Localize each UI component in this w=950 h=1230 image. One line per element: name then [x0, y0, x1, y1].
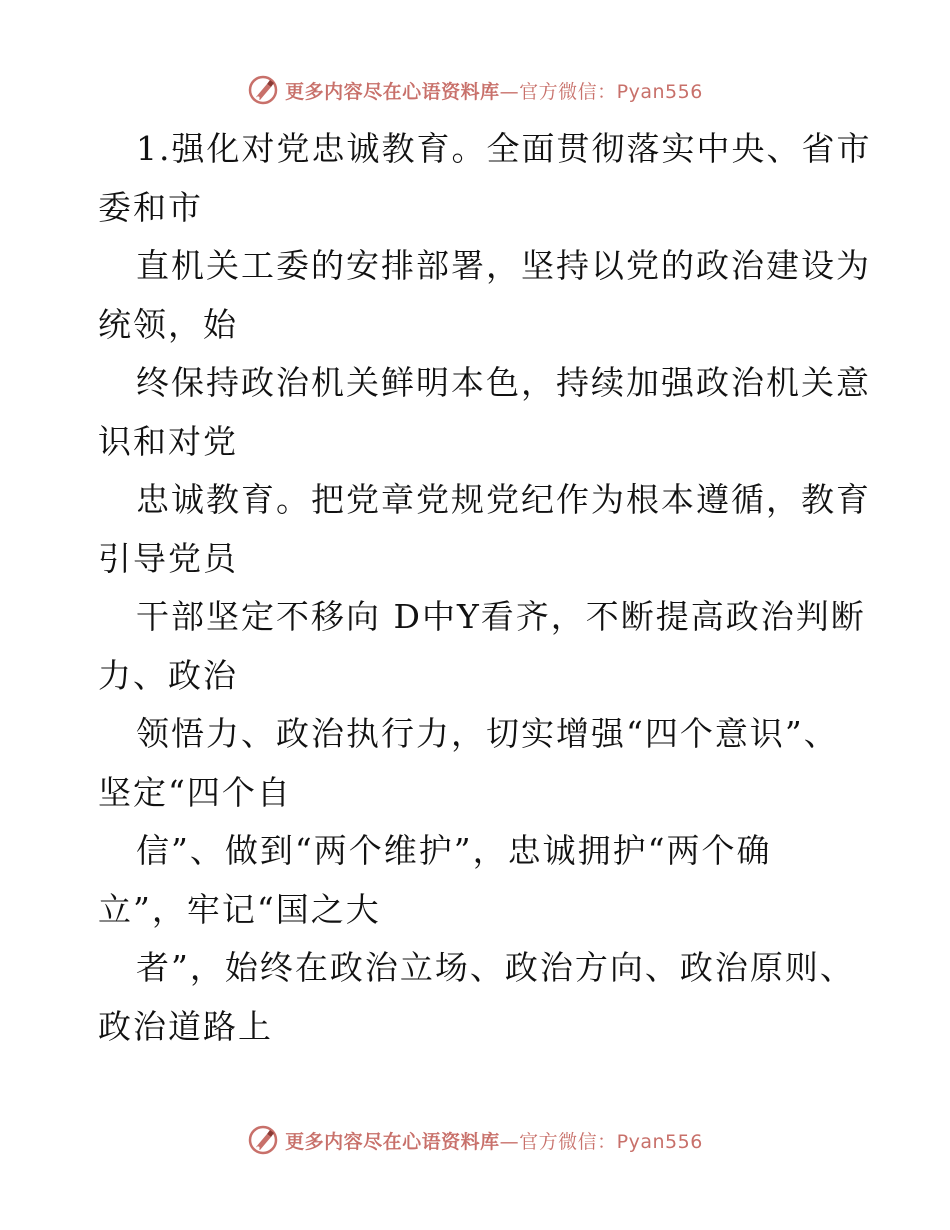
text-line: 政治道路上	[98, 1006, 273, 1046]
text-line: 1.强化对党忠诚教育。全面贯彻落实中央、省市	[136, 129, 872, 168]
footer-banner	[0, 1120, 950, 1160]
text-line: 坚定“四个自	[98, 772, 292, 812]
text-line: 者”，始终在政治立场、政治方向、政治原则、	[136, 948, 855, 987]
header-slogan: 更多内容尽在心语资料库	[285, 80, 500, 103]
footer-contact: —官方微信：Pyan556	[499, 1130, 703, 1153]
document-body	[98, 120, 872, 1056]
pen-circle-icon	[247, 74, 279, 106]
text-line: 干部坚定不移向 D中Y看齐，不断提高政治判断	[136, 597, 866, 636]
text-line: 立”，牢记“国之大	[98, 889, 381, 929]
text-line: 直机关工委的安排部署，坚持以党的政治建设为	[136, 246, 871, 285]
text-line: 识和对党	[98, 421, 238, 461]
text-line: 终保持政治机关鲜明本色，持续加强政治机关意	[136, 363, 871, 402]
header-banner	[0, 70, 950, 110]
pen-circle-icon	[247, 1124, 279, 1156]
text-line: 忠诚教育。把党章党规党纪作为根本遵循，教育	[136, 480, 871, 519]
text-line: 统领，始	[98, 304, 238, 344]
text-line: 信”、做到“两个维护”，忠诚拥护“两个确	[136, 831, 772, 870]
header-contact: —官方微信：Pyan556	[499, 80, 703, 103]
text-line: 领悟力、政治执行力，切实增强“四个意识”、	[136, 714, 839, 753]
footer-slogan: 更多内容尽在心语资料库	[285, 1130, 500, 1153]
text-line: 引导党员	[98, 538, 238, 578]
text-line: 力、政治	[98, 655, 238, 695]
text-line: 委和市	[98, 187, 203, 227]
